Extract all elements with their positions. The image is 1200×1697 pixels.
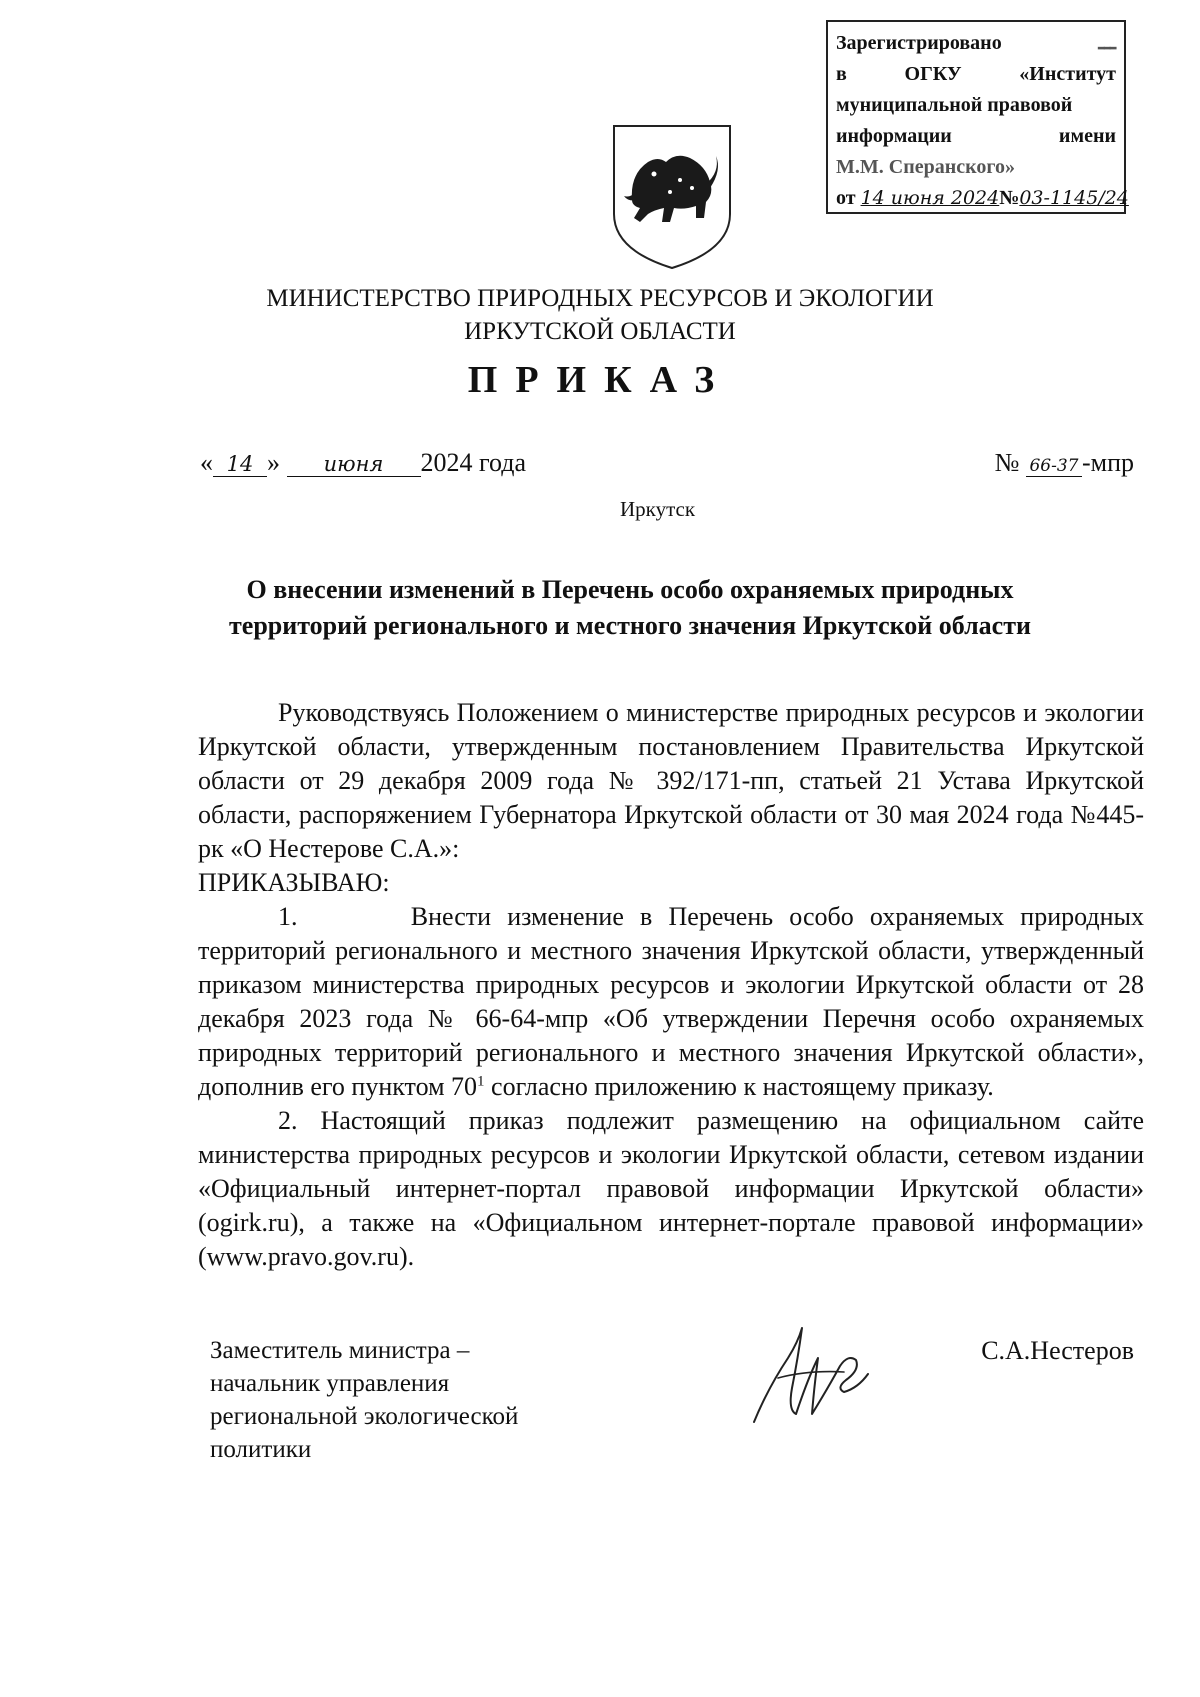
signer-title-line: начальник управления (210, 1370, 450, 1397)
document-type: ПРИКАЗ (467, 359, 733, 401)
stamp-line (836, 59, 1116, 90)
date-month: июня (287, 452, 421, 477)
title-line: территорий регионального и местного значения Иркутской области (229, 611, 1031, 640)
stamp-line (836, 121, 1116, 152)
city: Иркутск (620, 497, 696, 521)
stamp-line (836, 152, 1116, 183)
item-1-number: 1. (278, 902, 298, 931)
stamp-number-prefix: № (999, 187, 1020, 209)
number-suffix: -мпр (1081, 448, 1134, 477)
item-1-superscript: 1 (477, 1073, 485, 1090)
document-date (200, 448, 526, 478)
stamp-text: имени (1058, 125, 1116, 147)
order-word: ПРИКАЗЫВАЮ: (198, 868, 390, 897)
stamp-text: «Институт (1019, 63, 1116, 85)
document-title (150, 572, 1110, 644)
title-line: О внесении изменений в Перечень особо охраняемых природных (246, 575, 1014, 604)
ministry-line: ИРКУТСКОЙ ОБЛАСТИ (464, 318, 736, 345)
item-2-paragraph: 2. Настоящий приказ подлежит размещению на официальном сайте министерства природных ресурсов и экологии Иркутской области, сетевом издании «Официальный интернет-портал правовой информации Иркутской области» (ogirk.ru), а также на «Официальном интернет-портале правовой информации» (www.pravo.gov.ru). (198, 1106, 1144, 1271)
quote-close: » (267, 448, 280, 477)
stamp-registered-text: Зарегистрировано (836, 32, 1002, 54)
signer-title-line: политики (210, 1436, 312, 1463)
handwritten-signature-icon (748, 1318, 878, 1438)
stamp-text: ОГКУ (904, 63, 962, 85)
coat-of-arms-icon (610, 122, 734, 272)
stamp-line (836, 28, 1116, 59)
stamp-date: 14 июня 2024 (860, 187, 1000, 209)
item-1-text: Внести изменение в Перечень особо охраняемых природных территорий регионального и местного значения Иркутской области, утвержденный приказом министерства природных ресурсов и экологии Иркутской области от 28 декабря 2023 года № 66-64-мпр «Об утверждении Перечня особо охраняемых природных территорий регионального и местного значения Иркутской области», дополнив его пунктом 70 (198, 902, 1144, 1101)
date-day: 14 (213, 452, 267, 477)
item-1-paragraph (198, 900, 1144, 1104)
stamp-date-prefix: от (836, 187, 856, 209)
stamp-number: 03-1145/24 (1019, 187, 1129, 209)
stamp-text: М.М. Сперанского» (836, 156, 1015, 178)
signer-title-line: региональной экологической (210, 1403, 519, 1430)
stamp-text: муниципальной правовой (836, 94, 1073, 116)
date-year: 2024 года (420, 448, 527, 477)
registration-stamp (826, 20, 1129, 214)
stamp-line (836, 90, 1116, 121)
stamp-scribble-icon: ـــ (1098, 32, 1116, 54)
signer-name: С.А.Нестеров (981, 1336, 1134, 1365)
quote-open: « (200, 448, 213, 477)
signer-title-line: Заместитель министра – (210, 1337, 470, 1364)
document-body (198, 696, 1144, 1274)
ministry-name (0, 282, 1200, 348)
preamble-paragraph: Руководствуясь Положением о министерстве природных ресурсов и экологии Иркутской области, утвержденным постановлением Правительства Иркутской области от 29 декабря 2009 года № 392/171-пп, статьей 21 Устава Иркутской области, распоряжением Губернатора Иркутской области от 30 мая 2024 года №445-рк «О Нестерове С.А.»: (198, 698, 1144, 863)
stamp-text: в (836, 63, 847, 85)
stamp-line (836, 183, 1129, 214)
document-number (995, 448, 1134, 478)
ministry-line: МИНИСТЕРСТВО ПРИРОДНЫХ РЕСУРСОВ И ЭКОЛОГИИ (266, 285, 934, 312)
stamp-text: информации (836, 125, 952, 147)
signer-position (210, 1334, 518, 1466)
number-value: 66-37 (1026, 456, 1082, 477)
number-sign: № (994, 448, 1020, 477)
item-1-tail: согласно приложению к настоящему приказу. (484, 1072, 994, 1101)
